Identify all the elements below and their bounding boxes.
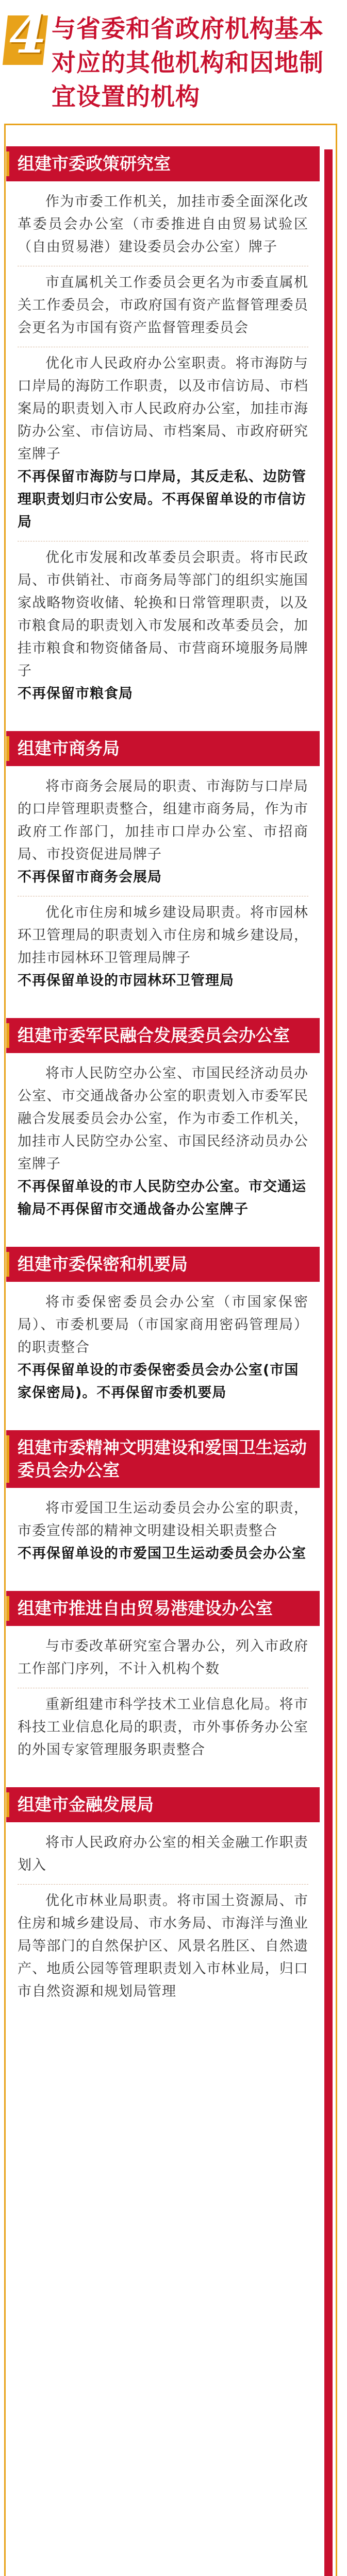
item-note: 不再保留单设的市园林环卫管理局: [18, 973, 234, 989]
page-title: 与省委和省政府机构基本 对应的其他机构和因地制 宜设置的机构: [52, 15, 324, 111]
list-item: [18, 352, 308, 541]
section-body: [6, 1053, 320, 1236]
item-note: 不再保留单设的市委保密委员会办公室(市国家保密局)。不再保留市委机要局: [18, 1362, 299, 1401]
item-text: 优化市住房和城乡建设局职责。将市园林环卫管理局的职责划入市住房和城乡建设局，加挂市园林环卫管理局牌子: [18, 905, 308, 966]
item-note: 不再保留市商务会展局: [18, 869, 162, 885]
section-title: 组建市金融发展局: [6, 1787, 320, 1822]
item-text: 市直属机关工作委员会更名为市委直属机关工作委员会，市政府国有资产监督管理委员会更名为市国有资产监督管理委员会: [18, 275, 308, 336]
item-text: 将市人民政府办公室的相关金融工作职责划入: [18, 1835, 308, 1873]
section-body: [6, 766, 320, 1008]
list-item: [18, 775, 308, 896]
item-text: 作为市委工作机关，加挂市委全面深化改革委员会办公室（市委推进自由贸易试验区（自由贸易港）建设委员会办公室）牌子: [18, 194, 308, 255]
section-title: 组建市委精神文明建设和爱国卫生运动委员会办公室: [6, 1430, 320, 1488]
item-text: 优化市发展和改革委员会职责。将市民政局、市供销社、市商务局等部门的组织实施国家战略物资收储、轮换和日常管理职责，以及市粮食局的职责划入市发展和改革委员会，加挂市粮食和物资储备局、市营商环境服务局牌子: [18, 550, 308, 679]
section-body: [6, 1626, 320, 1777]
list-item: [18, 272, 308, 347]
section-title: 组建市委军民融合发展委员会办公室: [6, 1018, 320, 1053]
section-title: 组建市委保密和机要局: [6, 1247, 320, 1282]
item-note: 不再保留单设的市爱国卫生运动委员会办公室: [18, 1546, 306, 1562]
list-item: [18, 1890, 308, 2010]
header: [0, 0, 347, 120]
section-body: [6, 1488, 320, 1581]
list-item: [18, 1062, 308, 1228]
list-item: [18, 902, 308, 999]
section: [6, 731, 320, 1008]
section: [6, 1591, 320, 1777]
list-item: [18, 1291, 308, 1412]
section: [6, 1430, 320, 1581]
item-text: 优化市林业局职责。将市国土资源局、市住房和城乡建设局、市水务局、市海洋与渔业局等部门的自然保护区、风景名胜区、自然遗产、地质公园等管理职责划入市林业局，归口市自然资源和规划局管理: [18, 1893, 308, 1999]
section: [6, 146, 320, 721]
item-text: 将市委保密委员会办公室（市国家保密局）、市委机要局（市国家商用密码管理局）的职责整合: [18, 1294, 308, 1355]
section-body: [6, 181, 320, 721]
list-item: [18, 1635, 308, 1688]
sections-container: [6, 146, 320, 2029]
item-text: 优化市人民政府办公室职责。将市海防与口岸局的海防工作职责，以及市信访局、市档案局的职责划入市人民政府办公室，加挂市海防办公室、市信访局、市档案局、市政府研究室牌子: [18, 355, 308, 462]
list-item: [18, 191, 308, 266]
item-text: 将市爱国卫生运动委员会办公室的职责，市委宣传部的精神文明建设相关职责整合: [18, 1500, 308, 1539]
list-item: [18, 1693, 308, 1769]
section: [6, 1018, 320, 1236]
section-number: 4: [9, 2, 47, 65]
item-text: 与市委改革研究室合署办公，列入市政府工作部门序列，不计入机构个数: [18, 1638, 308, 1677]
item-text: 重新组建市科学技术工业信息化局。将市科技工业信息化局的职责，市外事侨务办公室的外国专家管理服务职责整合: [18, 1697, 308, 1758]
item-note: 不再保留市粮食局: [18, 686, 133, 702]
side-rail-decoration: [324, 149, 333, 2576]
list-item: [18, 1497, 308, 1572]
section-title: 组建市推进自由贸易港建设办公室: [6, 1591, 320, 1626]
section: [6, 1787, 320, 2019]
item-note: 不再保留单设的市人民防空办公室。市交通运输局不再保留市交通战备办公室牌子: [18, 1179, 306, 1217]
section: [6, 1247, 320, 1420]
item-note: 不再保留市海防与口岸局，其反走私、边防管理职责划归市公安局。不再保留单设的市信访局: [18, 469, 306, 530]
section-number-badge: [5, 2, 51, 71]
section-title: 组建市委政策研究室: [6, 146, 320, 181]
item-text: 将市商务会展局的职责、市海防与口岸局的口岸管理职责整合，组建市商务局，作为市政府工作部门，加挂市口岸办公室、市招商局、市投资促进局牌子: [18, 778, 308, 862]
list-item: [18, 1832, 308, 1885]
list-item: [18, 547, 308, 713]
section-body: [6, 1822, 320, 2019]
item-text: 将市人民防空办公室、市国民经济动员办公室、市交通战备办公室的职责划入市委军民融合发展委员会办公室，作为市委工作机关，加挂市人民防空办公室、市国民经济动员办公室牌子: [18, 1065, 308, 1172]
section-body: [6, 1282, 320, 1420]
section-title: 组建市商务局: [6, 731, 320, 766]
